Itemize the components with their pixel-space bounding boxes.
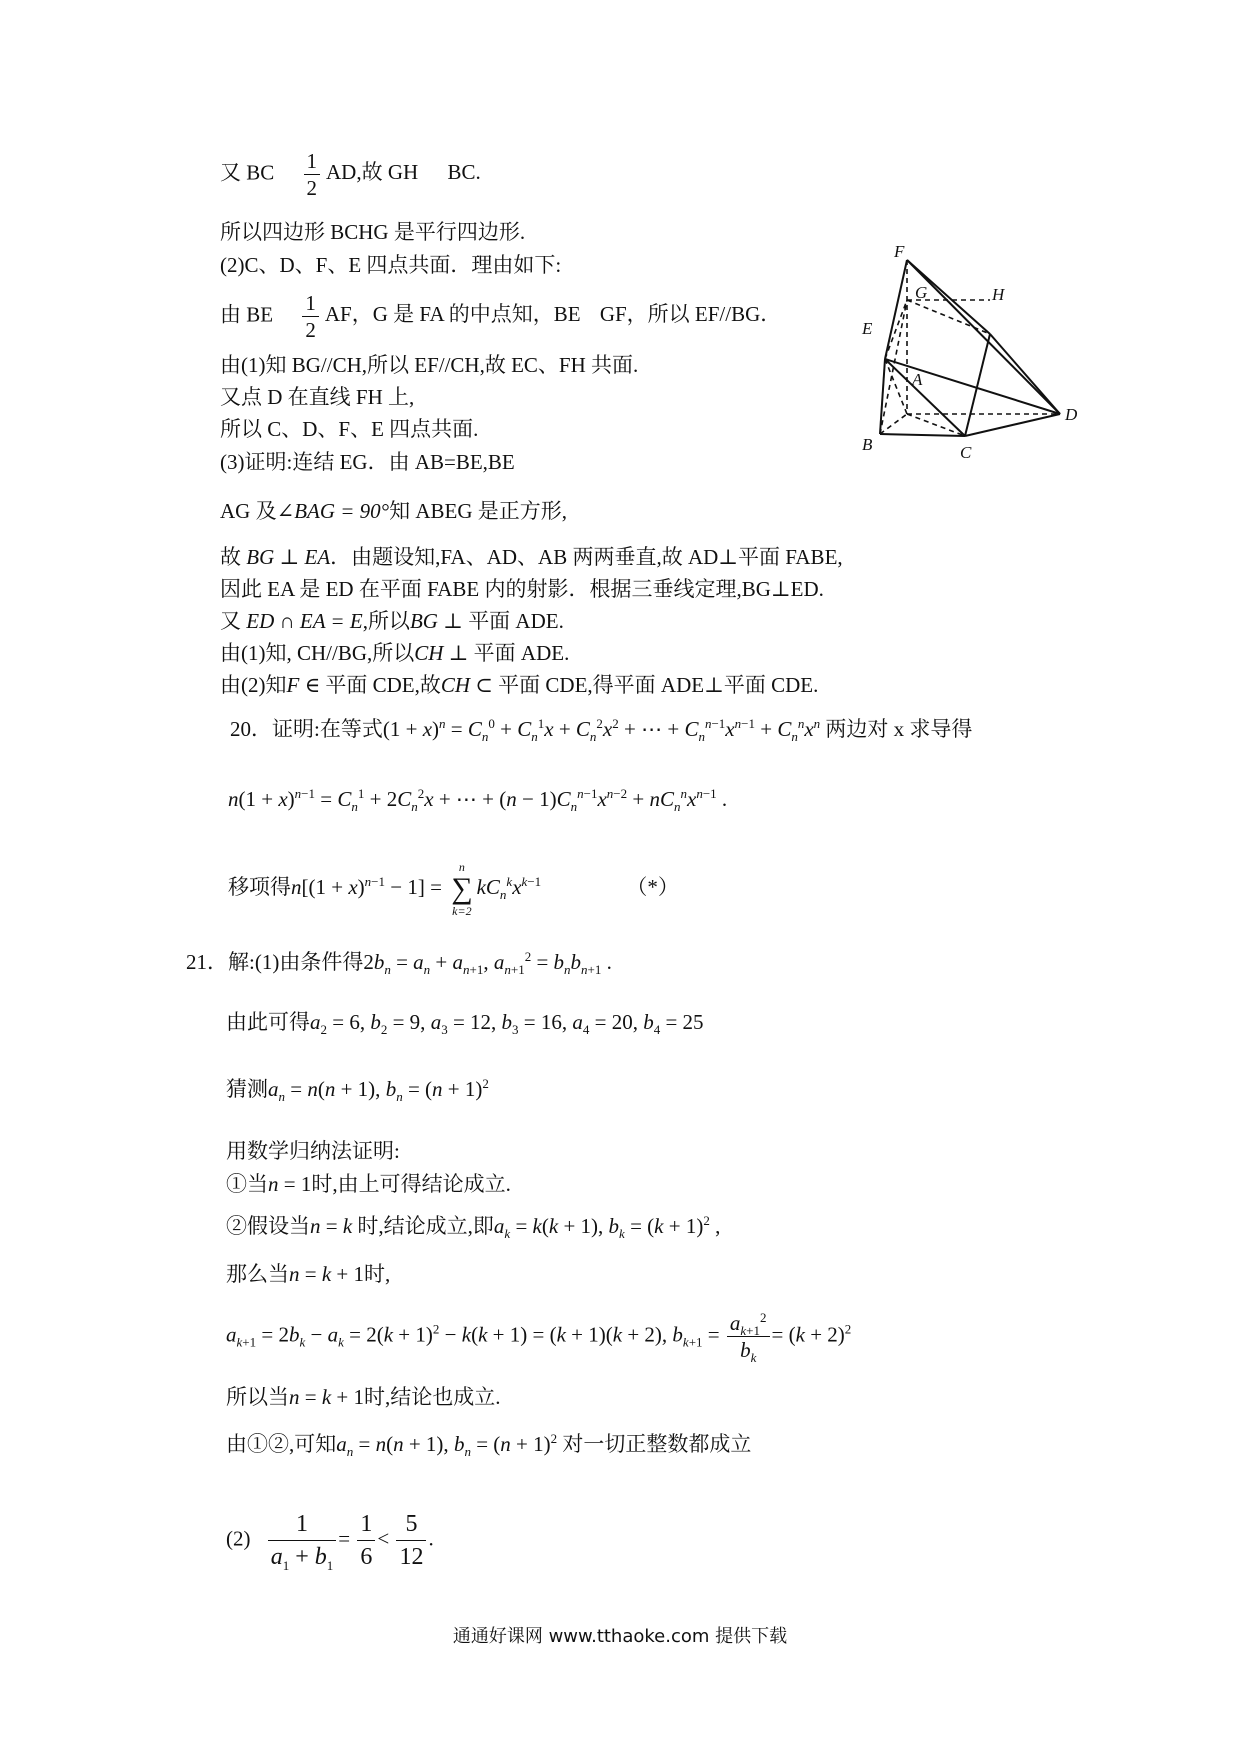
line-bg-perp-ade bbox=[220, 607, 564, 635]
text: 由(1)知, CH//BG,所以 bbox=[220, 641, 415, 665]
line-ch-perp-ade bbox=[220, 639, 569, 667]
problem-20-statement: 20．证明:在等式$(1 + x)^n = C_n^0 + C_n^1x + C_n^2x^2$ + ⋯ + $C_n^{n-1}x^{n-1} + C_n^nx^n$ 两边对 x 求导得 bbox=[230, 716, 973, 745]
text: 平面 CDE,故 bbox=[325, 673, 441, 697]
text: 时,由上可得结论成立. bbox=[311, 1172, 511, 1196]
label-h: H bbox=[992, 285, 1005, 304]
text: 所以当 bbox=[226, 1385, 289, 1409]
text: 移项得 bbox=[228, 874, 291, 899]
page-footer: 通通好课网 www.tthaoke.com 提供下载 bbox=[452, 1626, 788, 1647]
text: GF，所以 EF//BG． bbox=[599, 302, 782, 327]
line-bg-perp-ea bbox=[220, 543, 843, 571]
line-three-perp: 因此 EA 是 ED 在平面 FABE 内的射影．根据三垂线定理,BG⊥ED. bbox=[220, 577, 824, 601]
problem-21-values: 由此可得$a_2 = 6$, $b_2 = 9$, $a_3 = 12$, $b_3 = 16$, $a_4 = 20$, $b_4 = 25$ bbox=[226, 1010, 704, 1038]
math: CH ⊂ bbox=[440, 673, 493, 697]
problem-20-derivative: $n(1 + x)^{n-1} = C_n^1 + 2C_n^2x$ + ⋯ + $(n - 1)C_n^{n-1}x^{n-2} + nC_n^nx^{n-1}$ . bbox=[228, 786, 728, 815]
fraction-a-over-b: $\frac{a_{k+1}^2}{b_k}$ bbox=[727, 1310, 770, 1363]
text: ①当 bbox=[226, 1172, 268, 1196]
text: 那么当 bbox=[226, 1262, 289, 1286]
line-parallelogram: 所以四边形 BCHG 是平行四边形. bbox=[220, 220, 526, 244]
fraction-half bbox=[302, 290, 319, 343]
text: 由此可得 bbox=[226, 1010, 310, 1034]
text: 时,结论成立,即 bbox=[357, 1214, 494, 1238]
label-g: G bbox=[915, 283, 928, 302]
edge-ba bbox=[880, 414, 907, 434]
line-cdfe-coplanar: 所以 C、D、F、E 四点共面. bbox=[220, 417, 479, 441]
text: 由①②,可知 bbox=[226, 1432, 337, 1456]
text: AD,故 GH bbox=[326, 160, 419, 185]
problem-21-base-case: ①当n = 1时,由上可得结论成立. bbox=[226, 1172, 511, 1196]
text: 由(2)知 bbox=[220, 673, 287, 697]
math: ∠BAG = 90° bbox=[276, 499, 390, 523]
text: 对一切正整数都成立 bbox=[562, 1432, 752, 1456]
line-ef-ch: 由(1)知 BG//CH,所以 EF//CH,故 EC、FH 共面. bbox=[220, 353, 639, 377]
text: AF，G 是 FA 的中点知，BE bbox=[324, 302, 581, 327]
label-e: E bbox=[862, 319, 873, 338]
text: ,所以 bbox=[362, 609, 410, 633]
summation: n ∑ k=2 bbox=[451, 860, 473, 918]
problem-21-conjecture: 猜测$a_n = n(n + 1)$, $b_n = (n + 1)^2$ bbox=[226, 1076, 489, 1105]
edge-bc bbox=[880, 434, 965, 436]
text: 又 BC bbox=[220, 160, 275, 185]
text: 21．解:(1)由条件得 bbox=[186, 950, 364, 974]
fraction-1-over-a1b1: $\frac{1}{a_1 + b_1}$ bbox=[268, 1508, 337, 1573]
line-conclusion bbox=[220, 671, 818, 699]
text: ②假设当 bbox=[226, 1214, 310, 1238]
problem-21-induction: 用数学归纳法证明: bbox=[226, 1139, 400, 1163]
text: 猜测 bbox=[226, 1077, 268, 1101]
text: 由 BE bbox=[220, 302, 274, 327]
frac-den: 2 bbox=[306, 176, 318, 200]
math: ED ∩ EA = E bbox=[246, 609, 363, 633]
text: 时,结论也成立. bbox=[364, 1385, 501, 1409]
problem-21-heading: 21．解:(1)由条件得$2b_n = a_n + a_{n+1}$, $a_{n+1}^2 = b_nb_{n+1}$ . bbox=[186, 949, 612, 978]
frac-den: 2 bbox=[305, 318, 316, 342]
problem-21-hypothesis: ②假设当n = k 时,结论成立,即$a_k = k(k + 1)$, $b_k = (k + 1)^2$ , bbox=[226, 1213, 721, 1242]
text: ．由题设知,FA、AD、AB 两两垂直,故 AD⊥平面 FABE, bbox=[330, 545, 843, 569]
fraction-half bbox=[304, 148, 321, 201]
label-a: A bbox=[912, 370, 923, 389]
label-c: C bbox=[960, 443, 972, 462]
problem-21-step: 那么当n = k + 1时, bbox=[226, 1262, 391, 1286]
text: 平面 ADE. bbox=[473, 641, 570, 665]
math: BG ⊥ EA bbox=[246, 545, 331, 569]
text: 两边对 x 求导得 bbox=[825, 717, 973, 741]
line-part3-proof: (3)证明:连结 EG．由 AB=BE,BE bbox=[220, 450, 515, 474]
fraction-1-6: $\frac{1}{6}$ bbox=[357, 1508, 375, 1573]
text: （*） bbox=[626, 874, 679, 899]
geometry-figure bbox=[850, 240, 1090, 470]
edge-gh-hidden bbox=[907, 300, 990, 334]
problem-21-derivation: $a_{k+1} = 2b_k - a_k = 2(k + 1)^2 - k(k + 1) = (k + 1)(k + 2)$, $b_{k+1}$ = $\frac{a_{k+1}^2}{b_k}$ = $(k + 2)^2$ bbox=[226, 1310, 852, 1366]
text: 平面 CDE,得平面 ADE⊥平面 CDE. bbox=[498, 673, 819, 697]
text: 20．证明:在等式 bbox=[230, 717, 383, 741]
line-bc-half-ad bbox=[220, 148, 481, 201]
text: 时, bbox=[364, 1262, 391, 1286]
math: BG ⊥ bbox=[409, 609, 463, 633]
text: 知 ABEG 是正方形, bbox=[389, 499, 568, 523]
problem-21-step-holds: 所以当n = k + 1时,结论也成立. bbox=[226, 1385, 501, 1409]
text: AG 及 bbox=[220, 499, 277, 523]
problem-20-sum: 移项得$n[(1 + x)^{n-1} - 1]$ = n ∑ k=2 $kC_n^kx^{k-1}$ （*） bbox=[228, 860, 679, 918]
problem-21-result: 由①②,可知$a_n = n(n + 1)$, $b_n = (n + 1)^2$ 对一切正整数都成立 bbox=[226, 1431, 752, 1460]
frac-num: 1 bbox=[304, 148, 321, 175]
text: BC. bbox=[447, 160, 481, 185]
problem-21-part2: (2) $\frac{1}{a_1 + b_1}$ = $\frac{1}{6}$ < $\frac{5}{12}$ . bbox=[226, 1508, 434, 1573]
line-part2-heading: (2)C、D、F、E 四点共面．理由如下: bbox=[220, 253, 562, 277]
frac-num: 1 bbox=[302, 290, 319, 317]
edge-fe bbox=[885, 260, 907, 359]
text: 故 bbox=[220, 545, 241, 569]
text: 平面 ADE. bbox=[468, 609, 564, 633]
line-square bbox=[220, 497, 567, 525]
text: (2) bbox=[226, 1526, 251, 1551]
edge-ea bbox=[885, 359, 907, 414]
line-be-half-af bbox=[220, 290, 781, 343]
math: CH ⊥ bbox=[414, 641, 469, 665]
edge-cd bbox=[965, 414, 1060, 436]
edge-ac bbox=[907, 414, 965, 436]
label-b: B bbox=[862, 435, 873, 454]
line-d-on-fh: 又点 D 在直线 FH 上, bbox=[220, 385, 415, 409]
label-d: D bbox=[1065, 405, 1078, 424]
fraction-5-12: $\frac{5}{12}$ bbox=[396, 1508, 426, 1573]
text: 又 bbox=[220, 609, 241, 633]
math: F ∈ bbox=[286, 673, 321, 697]
label-f: F bbox=[894, 242, 905, 261]
